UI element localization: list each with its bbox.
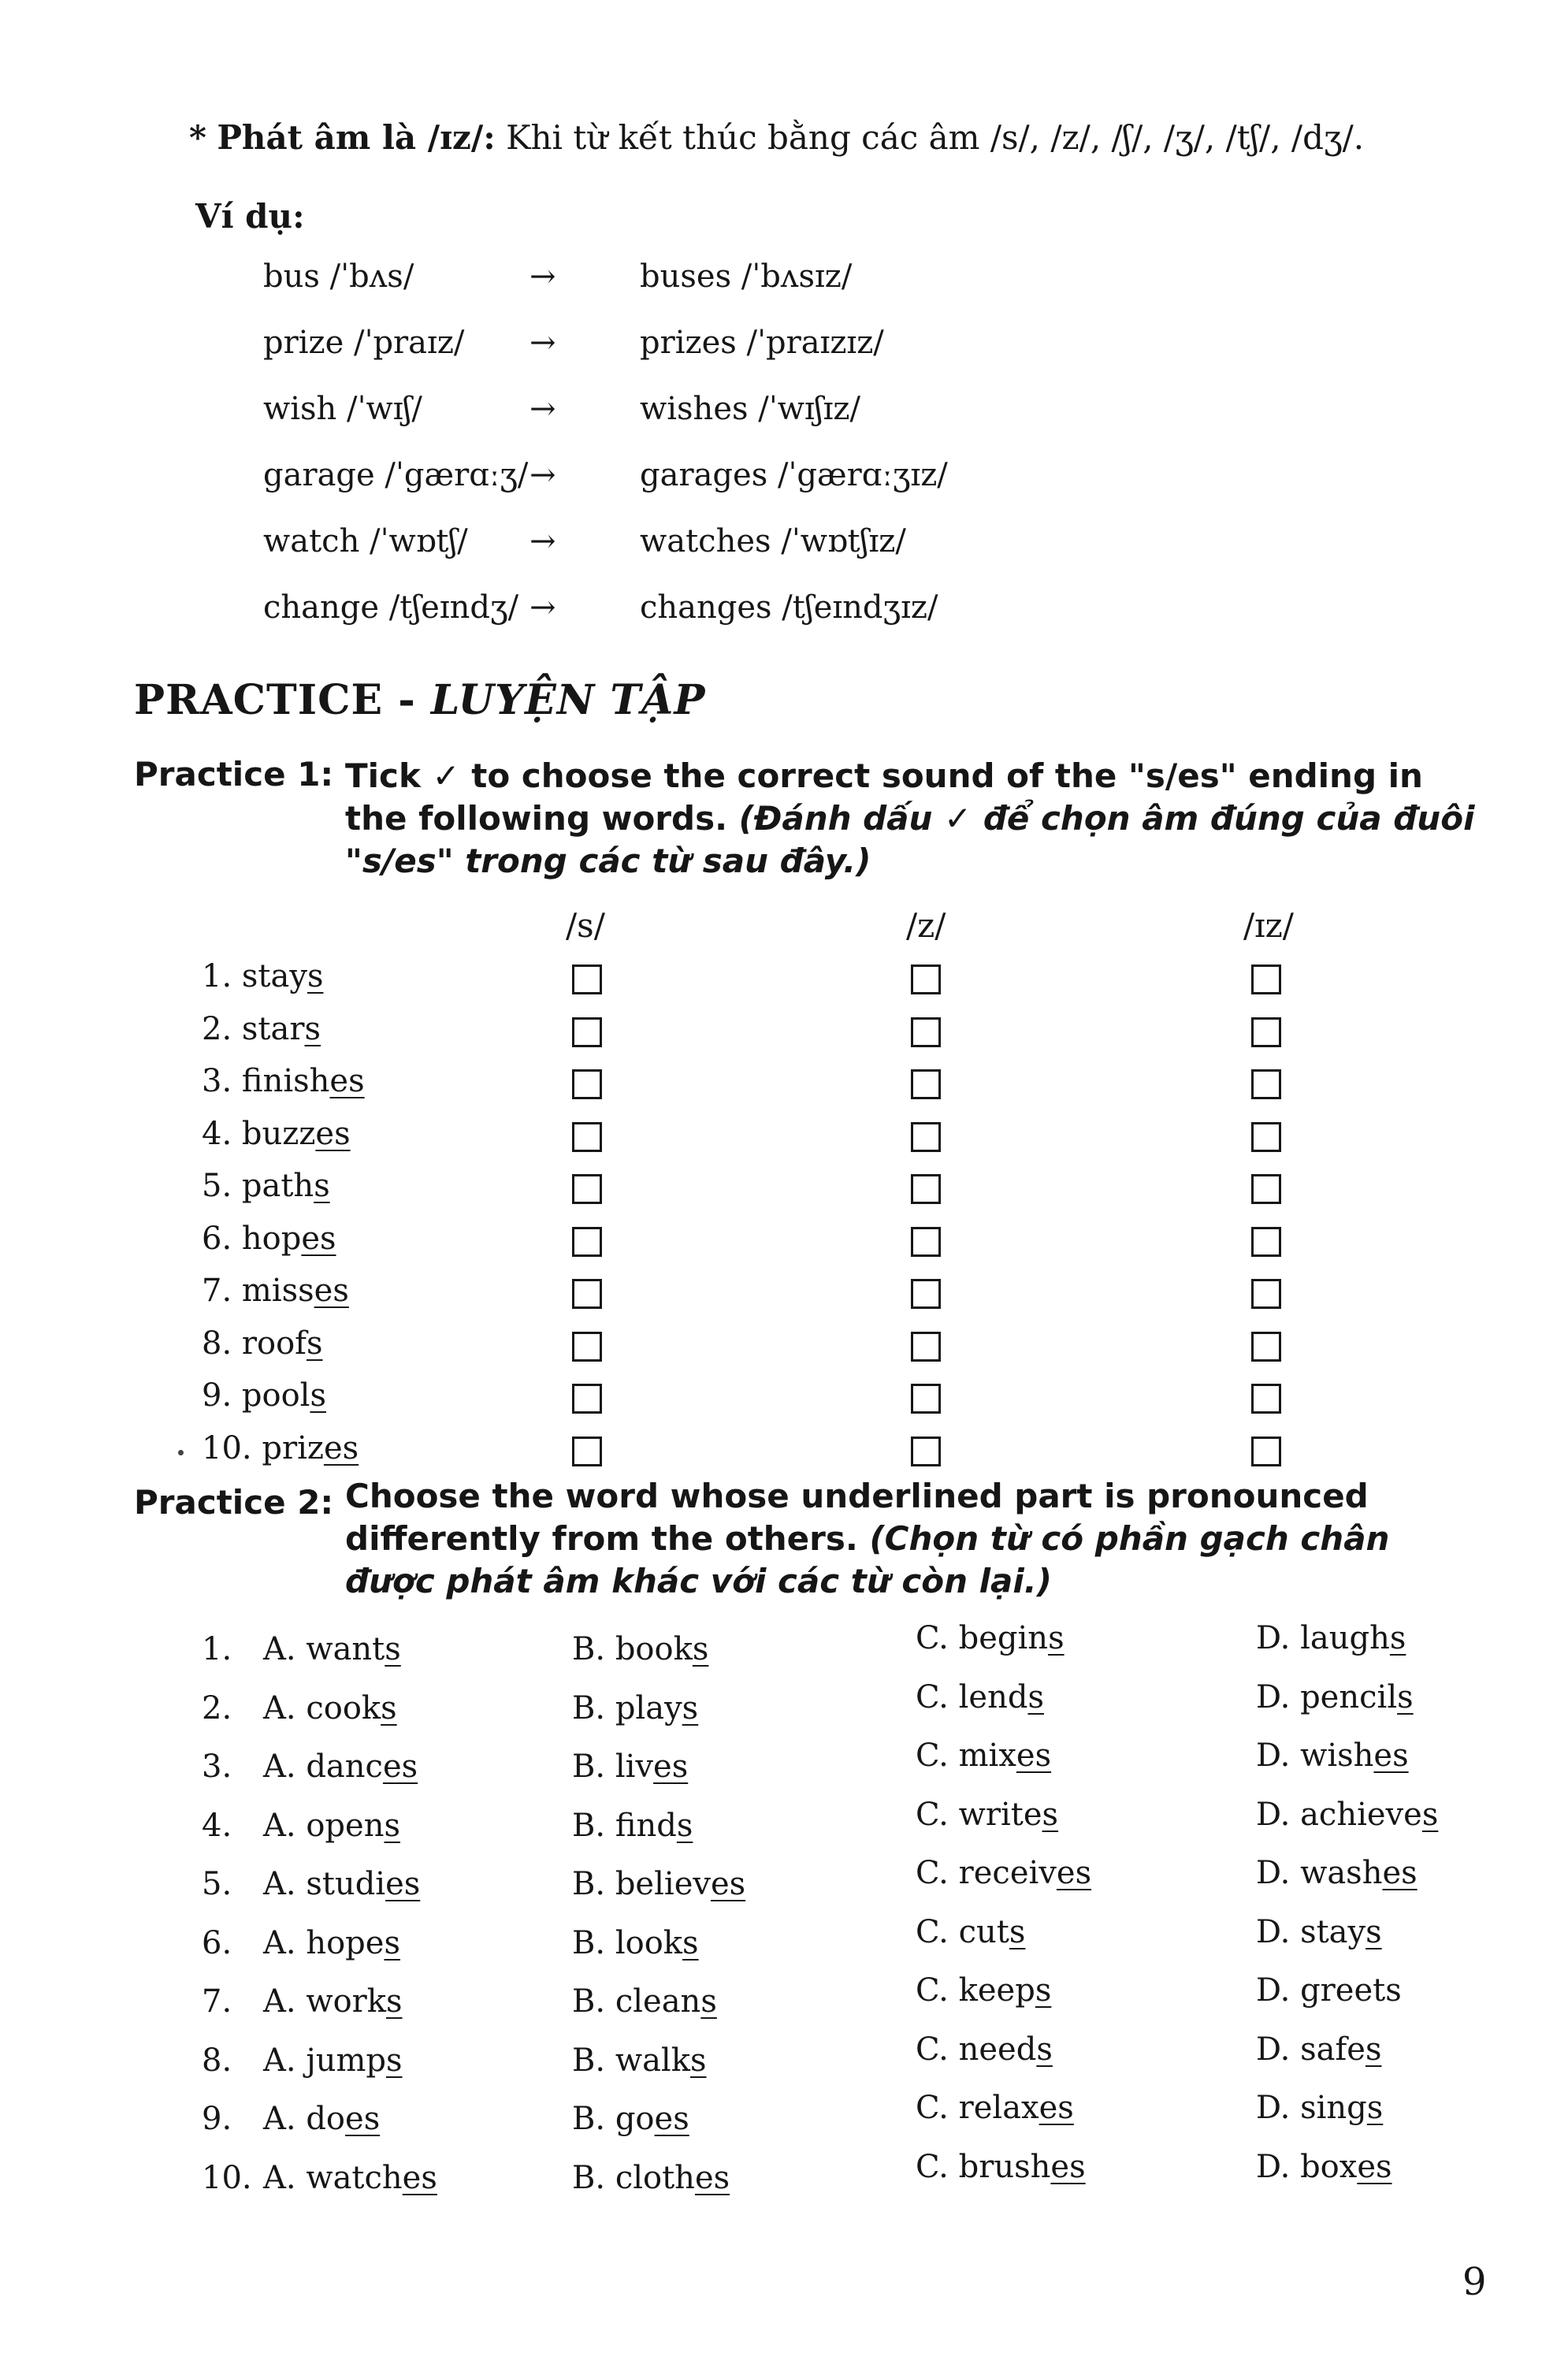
option-word-stem: relax <box>958 2090 1039 2126</box>
option-word-ending: s <box>1366 2090 1384 2126</box>
answer-checkbox-s[interactable] <box>572 1227 602 1257</box>
answer-checkbox-s[interactable] <box>572 1069 602 1099</box>
option-c[interactable] <box>916 1620 1065 1656</box>
option-word-ending: es <box>1382 1855 1418 1891</box>
arrow-icon: → <box>529 457 556 493</box>
answer-checkbox-s[interactable] <box>572 1017 602 1047</box>
option-a[interactable] <box>263 1983 403 2020</box>
answer-checkbox-z[interactable] <box>911 1384 941 1414</box>
question-number: 6. <box>202 1924 232 1961</box>
column-header-s: /s/ <box>566 906 605 945</box>
option-word-stem: liv <box>615 1749 654 1785</box>
option-letter: C. <box>916 1855 949 1891</box>
option-letter: D. <box>1256 2090 1291 2126</box>
option-letter: C. <box>916 2148 949 2185</box>
option-b[interactable] <box>572 2160 730 2196</box>
option-word-stem: play <box>615 1689 682 1726</box>
option-word-stem: achieve <box>1300 1796 1422 1833</box>
option-a[interactable] <box>263 1866 420 1902</box>
example-plural: prizes /ˈpraɪzɪz/ <box>640 325 884 361</box>
option-letter: C. <box>916 2090 949 2126</box>
answer-checkbox-z[interactable] <box>911 1332 941 1362</box>
option-word-stem: do <box>306 2101 346 2137</box>
option-word-ending: s <box>1048 1620 1065 1656</box>
item-number: 1. <box>202 958 232 994</box>
example-plural: buses /ˈbʌsɪz/ <box>640 258 853 295</box>
option-word-ending: es <box>402 2159 437 2196</box>
pronunciation-rule <box>189 118 1364 157</box>
option-word-stem: mix <box>958 1738 1016 1774</box>
item-word-ending: s <box>314 1168 330 1204</box>
rule-bold-label: Phát âm là /ɪz/: <box>217 118 496 157</box>
option-word-ending: s <box>1365 2031 1382 2068</box>
option-word-ending: s <box>1036 2031 1053 2068</box>
option-letter: C. <box>916 2031 949 2068</box>
option-word-ending: s <box>1365 1913 1382 1950</box>
option-letter: B. <box>572 2159 606 2196</box>
option-word-ending: s <box>384 1807 400 1844</box>
answer-checkbox-iz[interactable] <box>1251 1227 1281 1257</box>
answer-checkbox-s[interactable] <box>572 1437 602 1466</box>
item-word-ending: es <box>314 1273 349 1309</box>
option-a[interactable] <box>263 1690 397 1726</box>
example-plural: changes /tʃeɪndʒɪz/ <box>640 589 938 626</box>
page-number: 9 <box>1462 2260 1487 2304</box>
option-a[interactable] <box>263 2042 403 2079</box>
option-letter: A. <box>263 1866 296 1902</box>
answer-checkbox-iz[interactable] <box>1251 1069 1281 1099</box>
option-c[interactable] <box>916 1738 1051 1774</box>
option-word-stem: work <box>306 1983 387 2020</box>
answer-checkbox-iz[interactable] <box>1251 1437 1281 1466</box>
option-word-stem: keep <box>958 1972 1035 2009</box>
option-word-stem: greets <box>1300 1972 1402 2009</box>
section-title-italic: LUYỆN TẬP <box>430 676 706 724</box>
option-letter: B. <box>572 2101 606 2137</box>
option-word-stem: jump <box>306 2042 387 2079</box>
option-letter: B. <box>572 2042 606 2079</box>
option-letter: B. <box>572 1924 606 1961</box>
option-word-stem: want <box>306 1631 385 1667</box>
option-word-ending: s <box>1009 1913 1026 1950</box>
section-heading <box>134 676 706 724</box>
item-number: 6. <box>202 1220 232 1257</box>
option-word-ending: es <box>1357 2148 1392 2185</box>
arrow-icon: → <box>529 325 556 361</box>
option-d[interactable] <box>1256 2031 1381 2068</box>
option-letter: A. <box>263 1689 296 1726</box>
option-word-stem: find <box>615 1807 677 1844</box>
example-singular: wish /ˈwɪʃ/ <box>263 391 422 427</box>
option-word-stem: sing <box>1300 2090 1367 2126</box>
option-word-stem: clean <box>615 1983 701 2020</box>
item-word-stem: buzz <box>241 1115 316 1152</box>
option-word-ending: es <box>1373 1738 1409 1774</box>
practice2-instruction <box>345 1475 1480 1603</box>
answer-checkbox-iz[interactable] <box>1251 1122 1281 1152</box>
option-letter: B. <box>572 1866 606 1902</box>
option-a[interactable] <box>263 1749 418 1785</box>
answer-checkbox-z[interactable] <box>911 1122 941 1152</box>
answer-checkbox-z[interactable] <box>911 1227 941 1257</box>
item-number: 2. <box>202 1010 232 1047</box>
option-word-ending: s <box>1389 1620 1406 1656</box>
option-letter: B. <box>572 1689 606 1726</box>
option-word-ending: s <box>385 1631 401 1667</box>
example-singular: garage /ˈgærɑːʒ/ <box>263 457 529 493</box>
option-c[interactable] <box>916 1914 1025 1950</box>
answer-checkbox-iz[interactable] <box>1251 964 1281 994</box>
option-a[interactable] <box>263 1808 400 1844</box>
option-letter: D. <box>1256 1913 1291 1950</box>
stray-dot <box>178 1450 184 1455</box>
option-word-stem: box <box>1300 2148 1358 2185</box>
option-word-ending: es <box>1050 2148 1086 2185</box>
option-letter: C. <box>916 1738 949 1774</box>
option-a[interactable] <box>263 1631 401 1667</box>
option-word-ending: s <box>1035 1972 1052 2009</box>
option-word-stem: danc <box>306 1749 383 1785</box>
option-word-ending: s <box>692 1631 709 1667</box>
option-c[interactable] <box>916 2090 1074 2126</box>
practice2-label: Practice 2: <box>134 1483 334 1522</box>
item-number: 9. <box>202 1377 232 1414</box>
item-number: 7. <box>202 1273 232 1309</box>
option-word-stem: stay <box>1300 1913 1366 1950</box>
question-number: 2. <box>202 1689 232 1726</box>
item-number: 3. <box>202 1063 232 1099</box>
item-word-stem: finish <box>241 1063 330 1099</box>
practice1-instruction-vi: (Đánh dấu ✓ để chọn âm đúng của đuôi "s/es" trong các từ sau đây.) <box>345 799 1475 880</box>
answer-checkbox-iz[interactable] <box>1251 1384 1281 1414</box>
option-letter: B. <box>572 1983 606 2020</box>
answer-checkbox-z[interactable] <box>911 1174 941 1204</box>
option-word-ending: s <box>689 2042 707 2079</box>
answer-checkbox-iz[interactable] <box>1251 1174 1281 1204</box>
practice1-item <box>202 1430 359 1466</box>
option-letter: A. <box>263 1631 296 1667</box>
answer-checkbox-iz[interactable] <box>1251 1332 1281 1362</box>
option-word-ending: s <box>384 1924 400 1961</box>
option-letter: A. <box>263 2101 296 2137</box>
arrow-icon: → <box>529 523 556 559</box>
practice2-instruction-vi: (Chọn từ có phần gạch chân được phát âm khác với các từ còn lại.) <box>345 1519 1390 1600</box>
practice1-item <box>202 1011 321 1047</box>
answer-checkbox-s[interactable] <box>572 1122 602 1152</box>
answer-checkbox-z[interactable] <box>911 1437 941 1466</box>
option-word-stem: brush <box>958 2148 1051 2185</box>
option-letter: D. <box>1256 1620 1291 1656</box>
option-word-ending: es <box>345 2101 381 2137</box>
option-word-stem: write <box>958 1796 1042 1833</box>
option-b[interactable] <box>572 1866 745 1902</box>
rule-text: Khi từ kết thúc bằng các âm /s/, /z/, /ʃ/, /ʒ/, /tʃ/, /dʒ/. <box>506 118 1365 157</box>
item-number: 10. <box>202 1429 252 1466</box>
option-a[interactable] <box>263 2160 437 2196</box>
option-word-stem: look <box>615 1924 683 1961</box>
option-word-ending: es <box>694 2159 730 2196</box>
option-letter: B. <box>572 1749 606 1785</box>
option-word-ending: es <box>1016 1738 1052 1774</box>
example-singular: prize /ˈpraɪz/ <box>263 325 465 361</box>
item-word-stem: path <box>241 1168 314 1204</box>
option-word-ending: s <box>682 1924 699 1961</box>
option-word-stem: watch <box>306 2159 403 2196</box>
option-d[interactable] <box>1256 1855 1418 1891</box>
examples-label <box>195 197 305 236</box>
item-word-ending: es <box>301 1220 336 1257</box>
answer-checkbox-s[interactable] <box>572 964 602 994</box>
column-header-z: /z/ <box>906 906 946 945</box>
option-c[interactable] <box>916 2149 1086 2185</box>
option-b[interactable] <box>572 1690 698 1726</box>
option-letter: D. <box>1256 1855 1291 1891</box>
question-number: 9. <box>202 2101 232 2137</box>
option-word-stem: laugh <box>1300 1620 1390 1656</box>
item-word-ending: es <box>323 1429 359 1466</box>
item-word-stem: miss <box>241 1273 314 1309</box>
example-singular: bus /ˈbʌs/ <box>263 258 414 295</box>
option-b[interactable] <box>572 1925 699 1961</box>
option-word-ending: s <box>676 1807 693 1844</box>
option-word-stem: cut <box>958 1913 1009 1950</box>
option-d[interactable] <box>1256 1679 1414 1715</box>
question-number: 7. <box>202 1983 232 2020</box>
option-word-ending: es <box>710 1866 746 1902</box>
option-d[interactable] <box>1256 2149 1392 2185</box>
option-word-ending: s <box>1421 1796 1439 1833</box>
option-word-stem: studi <box>306 1866 386 1902</box>
option-c[interactable] <box>916 1855 1091 1891</box>
option-word-stem: walk <box>615 2042 690 2079</box>
option-b[interactable] <box>572 2101 689 2137</box>
option-word-stem: safe <box>1300 2031 1365 2068</box>
option-d[interactable] <box>1256 1914 1382 1950</box>
option-word-ending: es <box>654 2101 689 2137</box>
option-d[interactable] <box>1256 1620 1406 1656</box>
item-word-stem: priz <box>262 1429 324 1466</box>
option-word-stem: cloth <box>615 2159 695 2196</box>
arrow-icon: → <box>529 391 556 427</box>
answer-checkbox-z[interactable] <box>911 1017 941 1047</box>
item-word-ending: s <box>306 1325 323 1362</box>
option-word-ending: es <box>653 1749 689 1785</box>
option-letter: D. <box>1256 1796 1291 1833</box>
practice1-item <box>202 1168 330 1204</box>
option-letter: D. <box>1256 1972 1291 2009</box>
arrow-icon: → <box>529 258 556 295</box>
option-letter: C. <box>916 1796 949 1833</box>
option-b[interactable] <box>572 1808 693 1844</box>
answer-checkbox-z[interactable] <box>911 964 941 994</box>
item-word-ending: es <box>315 1115 351 1152</box>
option-d[interactable] <box>1256 2090 1383 2126</box>
option-word-ending: s <box>386 2042 403 2079</box>
item-word-stem: stay <box>241 958 307 994</box>
option-letter: C. <box>916 1972 949 2009</box>
practice1-item <box>202 1377 326 1414</box>
question-number: 1. <box>202 1631 232 1667</box>
example-plural: wishes /ˈwɪʃɪz/ <box>640 391 860 427</box>
option-word-ending: es <box>382 1749 418 1785</box>
item-word-stem: pool <box>241 1377 310 1414</box>
example-plural: garages /ˈgærɑːʒɪz/ <box>640 457 948 493</box>
option-letter: B. <box>572 1631 606 1667</box>
answer-checkbox-s[interactable] <box>572 1384 602 1414</box>
option-b[interactable] <box>572 2042 706 2079</box>
option-letter: B. <box>572 1807 606 1844</box>
option-word-ending: es <box>1056 1855 1092 1891</box>
option-word-stem: pencil <box>1300 1678 1398 1715</box>
option-letter: C. <box>916 1620 949 1656</box>
option-word-stem: need <box>958 2031 1037 2068</box>
option-word-ending: s <box>1397 1678 1414 1715</box>
question-number: 8. <box>202 2042 232 2079</box>
item-word-stem: roof <box>241 1325 307 1362</box>
option-b[interactable] <box>572 1749 688 1785</box>
option-word-ending: s <box>1042 1796 1059 1833</box>
option-word-stem: cook <box>306 1689 381 1726</box>
option-letter: A. <box>263 1983 296 2020</box>
item-word-ending: s <box>310 1377 326 1414</box>
option-word-stem: wash <box>1300 1855 1383 1891</box>
item-word-stem: star <box>241 1010 305 1047</box>
option-word-stem: lend <box>958 1678 1028 1715</box>
option-letter: A. <box>263 1807 296 1844</box>
option-d[interactable] <box>1256 1738 1409 1774</box>
question-number: 3. <box>202 1749 232 1785</box>
item-number: 5. <box>202 1168 232 1204</box>
option-c[interactable] <box>916 1972 1051 2009</box>
practice1-item <box>202 1063 365 1099</box>
item-word-ending: s <box>307 958 324 994</box>
practice1-item <box>202 1221 336 1257</box>
option-word-ending: s <box>682 1689 699 1726</box>
item-word-ending: s <box>304 1010 321 1047</box>
rule-star: * <box>189 118 206 157</box>
option-word-stem: book <box>615 1631 693 1667</box>
option-letter: A. <box>263 1749 296 1785</box>
option-letter: C. <box>916 1678 949 1715</box>
practice1-instruction-en: Tick ✓ to choose the correct sound of the "s/es" ending in the following words. <box>345 756 1423 838</box>
answer-checkbox-iz[interactable] <box>1251 1017 1281 1047</box>
option-word-ending: s <box>1027 1678 1044 1715</box>
option-d[interactable] <box>1256 1797 1438 1833</box>
arrow-icon: → <box>529 589 556 626</box>
option-letter: D. <box>1256 2148 1291 2185</box>
practice1-item <box>202 958 323 994</box>
option-word-ending: s <box>381 1689 397 1726</box>
option-letter: A. <box>263 1924 296 1961</box>
option-word-ending: s <box>700 1983 717 2020</box>
example-singular: watch /ˈwɒtʃ/ <box>263 523 468 559</box>
option-a[interactable] <box>263 1925 400 1961</box>
option-c[interactable] <box>916 1797 1058 1833</box>
option-letter: C. <box>916 1913 949 1950</box>
item-word-stem: hop <box>241 1220 302 1257</box>
option-c[interactable] <box>916 2031 1053 2068</box>
option-word-ending: es <box>385 1866 421 1902</box>
option-d[interactable] <box>1256 1972 1402 2009</box>
option-letter: D. <box>1256 2031 1291 2068</box>
practice1-item <box>202 1116 351 1152</box>
option-word-stem: hope <box>306 1924 385 1961</box>
item-number: 4. <box>202 1115 232 1152</box>
question-number: 5. <box>202 1866 232 1902</box>
section-title-normal: PRACTICE - <box>134 676 431 724</box>
option-word-stem: go <box>615 2101 655 2137</box>
option-word-stem: receiv <box>958 1855 1057 1891</box>
answer-checkbox-z[interactable] <box>911 1069 941 1099</box>
practice2-instruction-en: Choose the word whose underlined part is pronounced differently from the others. <box>345 1477 1369 1558</box>
example-singular: change /tʃeɪndʒ/ <box>263 589 519 626</box>
option-letter: D. <box>1256 1738 1291 1774</box>
option-letter: D. <box>1256 1678 1291 1715</box>
option-word-stem: open <box>306 1807 385 1844</box>
answer-checkbox-iz[interactable] <box>1251 1279 1281 1309</box>
answer-checkbox-s[interactable] <box>572 1174 602 1204</box>
option-letter: A. <box>263 2042 296 2079</box>
option-word-stem: wish <box>1300 1738 1374 1774</box>
practice1-instruction <box>345 755 1480 883</box>
answer-checkbox-s[interactable] <box>572 1279 602 1309</box>
option-word-stem: begin <box>958 1620 1049 1656</box>
option-word-ending: s <box>386 1983 403 2020</box>
question-number: 4. <box>202 1807 232 1844</box>
column-header-iz: /ɪz/ <box>1243 906 1294 945</box>
practice1-item <box>202 1325 323 1362</box>
option-b[interactable] <box>572 1631 708 1667</box>
practice1-item <box>202 1273 349 1309</box>
question-number: 10. <box>202 2159 252 2196</box>
option-c[interactable] <box>916 1679 1044 1715</box>
answer-checkbox-z[interactable] <box>911 1279 941 1309</box>
option-word-ending: es <box>1039 2090 1074 2126</box>
practice1-label: Practice 1: <box>134 755 334 794</box>
option-letter: A. <box>263 2159 296 2196</box>
option-b[interactable] <box>572 1983 717 2020</box>
option-a[interactable] <box>263 2101 380 2137</box>
item-word-ending: es <box>329 1063 365 1099</box>
item-number: 8. <box>202 1325 232 1362</box>
example-plural: watches /ˈwɒtʃɪz/ <box>640 523 906 559</box>
option-word-stem: believ <box>615 1866 711 1902</box>
examples-label-text: Ví dụ: <box>195 197 305 236</box>
answer-checkbox-s[interactable] <box>572 1332 602 1362</box>
